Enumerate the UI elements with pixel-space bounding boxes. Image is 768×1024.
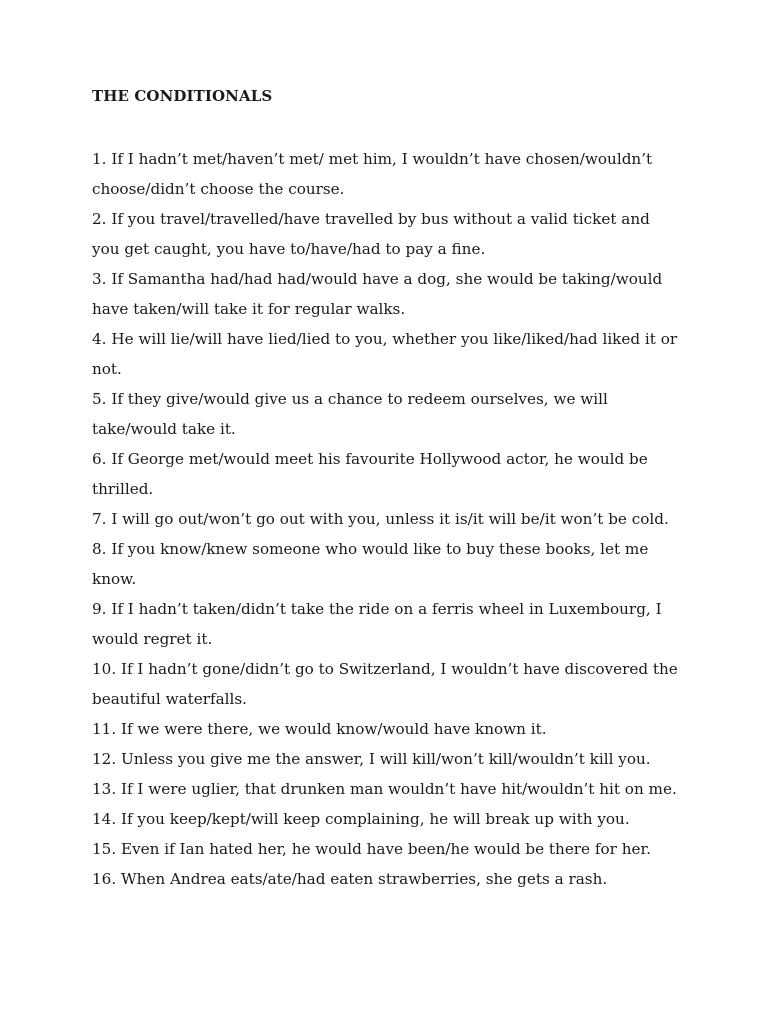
exercise-item: 4. He will lie/will have lied/lied to you, whether you like/liked/had liked it or not. — [92, 330, 678, 378]
exercise-item: 1. If I hadn’t met/haven’t met/ met him, I wouldn’t have chosen/wouldn’t choose/didn’t choose the course. — [92, 150, 653, 198]
exercise-list — [92, 144, 688, 894]
exercise-item: 6. If George met/would meet his favourite Hollywood actor, he would be thrilled. — [92, 450, 648, 498]
exercise-item: 9. If I hadn’t taken/didn’t take the ride on a ferris wheel in Luxembourg, I would regret it. — [92, 600, 662, 648]
exercise-item: 16. When Andrea eats/ate/had eaten strawberries, she gets a rash. — [92, 870, 608, 888]
exercise-item: 10. If I hadn’t gone/didn’t go to Switzerland, I wouldn’t have discovered the beautiful waterfalls. — [92, 660, 678, 708]
exercise-item: 15. Even if Ian hated her, he would have been/he would be there for her. — [92, 840, 651, 858]
exercise-item: 12. Unless you give me the answer, I will kill/won’t kill/wouldn’t kill you. — [92, 750, 651, 768]
exercise-item: 7. I will go out/won’t go out with you, unless it is/it will be/it won’t be cold. — [92, 510, 669, 528]
document-title: THE CONDITIONALS — [92, 87, 273, 105]
exercise-item: 14. If you keep/kept/will keep complaining, he will break up with you. — [92, 810, 630, 828]
exercise-item: 5. If they give/would give us a chance to redeem ourselves, we will take/would take it. — [92, 390, 608, 438]
exercise-item: 2. If you travel/travelled/have travelled by bus without a valid ticket and you get caught, you have to/have/had to pay a fine. — [92, 210, 650, 258]
exercise-item: 11. If we were there, we would know/would have known it. — [92, 720, 547, 738]
exercise-item: 13. If I were uglier, that drunken man wouldn’t have hit/wouldn’t hit on me. — [92, 780, 677, 798]
exercise-item: 3. If Samantha had/had had/would have a dog, she would be taking/would have taken/will take it for regular walks. — [92, 270, 663, 318]
exercise-item: 8. If you know/knew someone who would like to buy these books, let me know. — [92, 540, 649, 588]
